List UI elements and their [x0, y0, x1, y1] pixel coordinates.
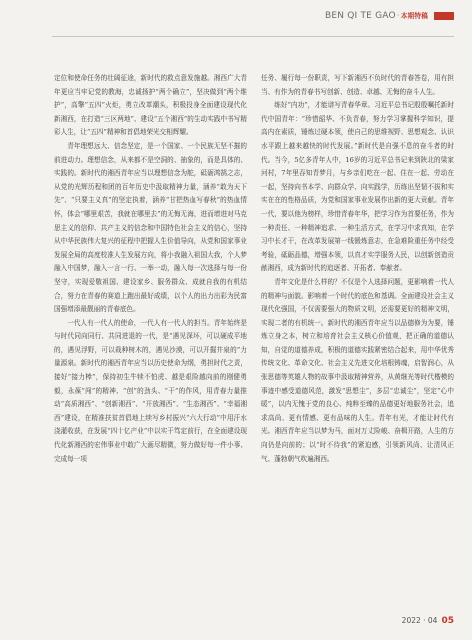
page-number: 05 — [441, 616, 454, 626]
brand-name: BEN QI TE GAO — [324, 11, 396, 21]
paragraph: 青年理想远大、信念坚定，是一个国家、一个民族无坚不摧的前进动力。理想信念，从来都不是空洞的、抽象的，而是具体的、实践的。新时代的湘西青年应当以理想信念为舵，砥砺鸿鹄之志，从党的光辉历程和团的百年历史中汲取精神力量，涵养“敢为天下先”、“只要主义真”的坚定执着，涵养“甘把热血写春秋”的热血情怀，体会“哪里艰苦，我就在哪里去”的无悔无海，进而增进对马克思主义的信仰、共产主义的信念和中国特色社会主义的信心，坚持从中华民族伟大复兴的征程中把握人生价值导向，从党和国家事业发展全局的高度校准人生发展方向，将小我融入祖国大我，个人梦融入中国梦，融入一言一行、一举一动，融入每一次选择与每一份坚守，实现爱敬祖国、建设家乡、服务群众、成就自我的有机结合，努力在青春的赛道上跑出最好成绩，以个人的出力出彩为民富国强增添最靓丽的青春底色。 — [54, 141, 247, 314]
paragraph: 定位和使命任务的壮阔征途，新时代的救点意发施越。湘西广大青年更应当牢记党的教海，忠诚扬护“两个确立”，坚决做到“两个维护”，高擎“五四”火炬，勇立改革潮头，积极投身全面建设现代化新湘西，在打造“三区两地”、建设“五个湘西”的生动实践中书写精彩人生，让“五四”精神和首倡地荣光交相辉耀。 — [54, 74, 247, 137]
running-head — [325, 10, 428, 24]
paragraph: 青年文化是什么样的？不仅是个人选择问题，更影响着一代人的精神与面貌。影响着一个时代的底色和基调。全面建设社会主义现代化强国，不仅需要强大的物质文明，还需要更好的精神文明，实现二者的有机统一。新时代的湘西青年应当以品德修为为要，锤炼立身之本，树立和培育社会主义核心价值观，把正确的道德认知，自觉的道德养成，积极的道德实践紧密结合起来，用中华优秀传统文化、革命文化、社会主义先进文化培根铸魂，启智润心，从张思德等英雄人物的故事中汲取精神营养，从黄继光等时代楷模的事迹中感受道德风范，激发“思想尘”，多层“忠诚尘”，坚定“心中暖”，以内无愧于党的良心、纯粹至臻的品德更好地服务社会，追求高尚、更有情感、更有品味的人生。青年有光，才能让时代有光。湘西青年应当以梦为马，面对万丈险峻、奋楫开路，人生的方向仍是向前的；以“时不待我”的紧迫感，引领新风尚、让清风正气、蓬勃朝气吹遍湘西。 — [261, 277, 454, 463]
column-name: 本期特稿 — [400, 12, 428, 20]
page-header — [0, 6, 472, 28]
paragraph: 任务、履行每一份职责，写下新湘西不负时代的青春答卷，用有担当、有作为的青春书写创新、创造、卓越、无悔的奋斗人生。 — [261, 74, 454, 96]
left-column — [54, 72, 247, 598]
article-body — [54, 72, 454, 598]
page-footer — [402, 616, 454, 626]
accent-bar — [434, 12, 454, 20]
right-column — [261, 72, 454, 598]
paragraph: 一代人有一代人的使命，一代人有一代人的担当。青年始终是与时代同向同行、共同进退的一代，是“遇见深坏，可以硬成平地的，遇见浮野，可以栽种树木的，遇见沙漠，可以开掘井泉的”力量源泉。新时代的湘西青年应当以历史使命为纲，勇担时代之责，接好“接力棒”，保持初生牛犊不怕虎、越是艰险越向前的刚健勇毅，永葆“闯”的精神、“创”的劲头、“干”的作风，用青春力量推动“高质湘西”、“创新湘西”、“开放湘西”、“生态湘西”、“幸福湘西”建设，在精准扶贫首倡地上续写乡村振兴“六大行动”中用汗水浇灌收获，在发展“四十亿产业”中以实干笃定前行，在全面建设现代化新湘西的宏伟事业中敢广大画尽精微，努力做好每一件小事、完成每一项 — [54, 318, 247, 463]
header-rule — [52, 36, 454, 37]
issue-label: 2022 · 04 — [401, 616, 438, 625]
brand-separator: · — [396, 11, 400, 21]
paragraph: 练好“内功”，才能谱写青春华章。习近平总书记殷殷嘱托新时代中国青年：“珍惜韶华、不负青春，努力学习掌握科学知识，提高内在素质，锤炼过硬本领，使自己的思维视野、思想观念、认识水平跟上越来越快的时代发展。”新时代是自强不息的奋斗者的时代。当今，5亿多青年人中，16岁的习近平总书记来到陕北的梁家河村，7年里吞知青梦月，与乡亲们吃在一起、住在一起、劳动在一起，坚持向书本学、向群众学、向实践学，历练出坚韧不拔和实实在在的性格品质，为党和国家事业发展作出新的更大贡献。青年一代，要以他为榜样，珍惜青春年华，把学习作为首要任务，作为一种责任、一种精神追求、一种生活方式，在学习中求真知，在学习中长才干，在改革发展第一线锻炼意志，在急难险重任务中经受考验，砥砺品德，增强本领，以真才实学服务人民，以创新创造贡献湘西，成为新时代的追逐者、开拓者、奉献者。 — [261, 101, 454, 273]
